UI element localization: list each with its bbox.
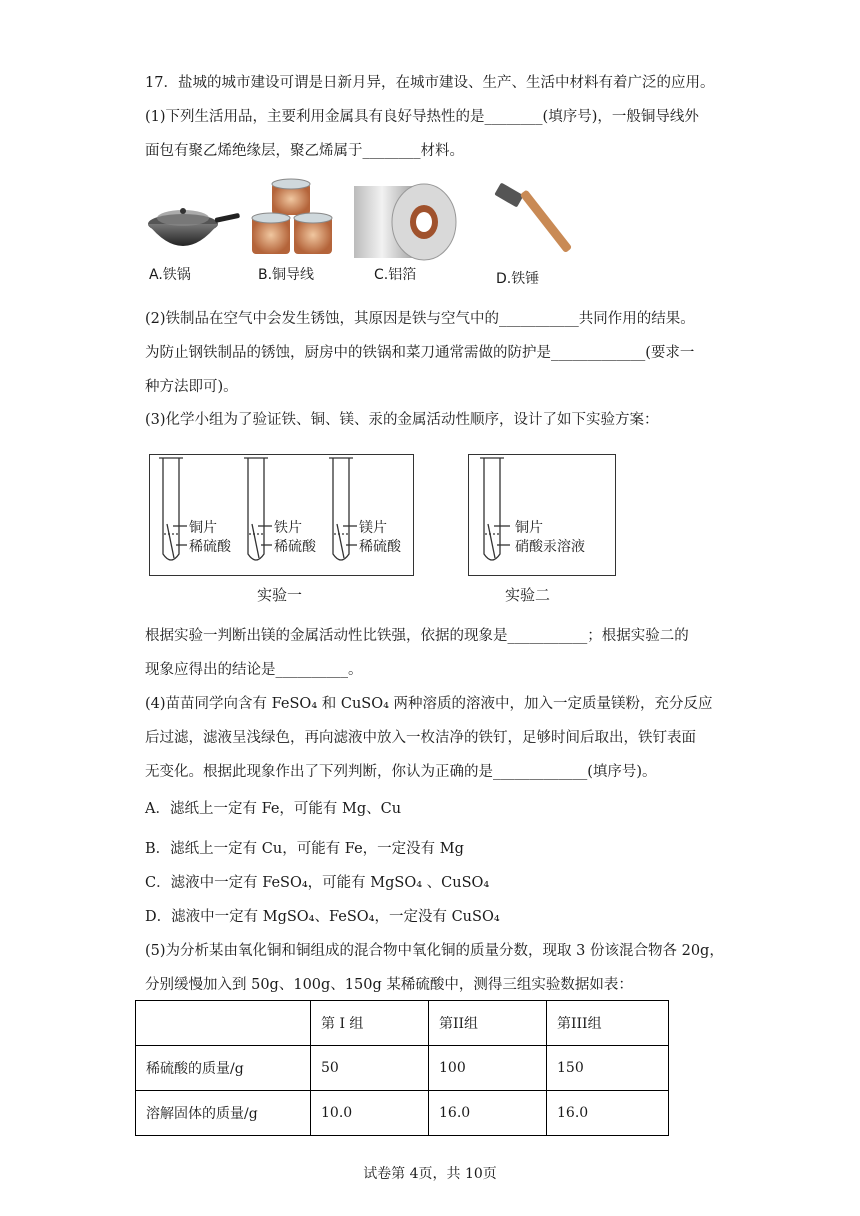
table-cell: 16.0	[547, 1091, 669, 1136]
exp2-caption: 实验二	[505, 586, 551, 604]
table-header-row	[136, 1001, 669, 1046]
exp2-tube-solution: 硝酸汞溶液	[515, 539, 585, 555]
wok-icon	[145, 198, 240, 258]
table-header-cell: 第II组	[429, 1001, 547, 1046]
table-cell: 稀硫酸的质量/g	[136, 1046, 311, 1091]
option-b: B．滤纸上一定有 Cu，可能有 Fe，一定没有 Mg	[145, 841, 464, 857]
option-c: C．滤液中一定有 FeSO₄，可能有 MgSO₄ 、CuSO₄	[145, 875, 490, 891]
table-cell: 50	[311, 1046, 429, 1091]
table-header-cell: 第 I 组	[311, 1001, 429, 1046]
data-table	[135, 1000, 669, 1136]
part2-line2: 为防止钢铁制品的锈蚀，厨房中的铁锅和菜刀通常需做的防护是_____________(要求一	[145, 345, 695, 361]
item-label-b: B.铜导线	[258, 267, 315, 283]
part3-line3: 现象应得出的结论是__________。	[145, 662, 363, 678]
page-footer: 试卷第 4页，共 10页	[363, 1166, 497, 1182]
part4-line3: 无变化。根据此现象作出了下列判断，你认为正确的是_____________(填序号)。	[145, 764, 657, 780]
copper-wire-icon	[250, 178, 335, 260]
part4-line1: (4)苗苗同学向含有 FeSO₄ 和 CuSO₄ 两种溶质的溶液中，加入一定质量镁粉，充分反应	[145, 696, 713, 712]
item-label-d: D.铁锤	[496, 271, 540, 287]
part3-line1: (3)化学小组为了验证铁、铜、镁、汞的金属活动性顺序，设计了如下实验方案：	[145, 412, 659, 428]
table-cell: 150	[547, 1046, 669, 1091]
question-intro: 17．盐城的城市建设可谓是日新月异，在城市建设、生产、生活中材料有着广泛的应用。	[145, 75, 715, 91]
table-row	[136, 1046, 669, 1091]
table-header-cell	[136, 1001, 311, 1046]
part4-line2: 后过滤，滤液呈浅绿色，再向滤液中放入一枚洁净的铁钉，足够时间后取出，铁钉表面	[145, 730, 696, 746]
exp1-tube2-acid: 稀硫酸	[274, 539, 316, 555]
part1-line2: 面包有聚乙烯绝缘层，聚乙烯属于________材料。	[145, 143, 464, 159]
option-a: A．滤纸上一定有 Fe，可能有 Mg、Cu	[145, 801, 402, 817]
experiment-1-tubes	[149, 454, 414, 576]
exp2-tube-metal: 铜片	[515, 520, 543, 536]
table-cell: 溶解固体的质量/g	[136, 1091, 311, 1136]
part2-line1: (2)铁制品在空气中会发生锈蚀，其原因是铁与空气中的___________共同作用的结果。	[145, 311, 695, 327]
option-d: D．滤液中一定有 MgSO₄、FeSO₄，一定没有 CuSO₄	[145, 909, 500, 925]
item-label-a: A.铁锅	[149, 267, 191, 283]
part1-line1: (1)下列生活用品，主要利用金属具有良好导热性的是________(填序号)，一般铜导线外	[145, 109, 699, 125]
aluminum-foil-icon	[352, 176, 458, 268]
exp1-tube1-metal: 铜片	[189, 520, 217, 536]
exp1-caption: 实验一	[257, 586, 303, 604]
table-header-cell: 第III组	[547, 1001, 669, 1046]
part3-line2: 根据实验一判断出镁的金属活动性比铁强，依据的现象是___________；根据实验二的	[145, 628, 689, 644]
exp1-tube3-acid: 稀硫酸	[359, 539, 401, 555]
exp1-tube2-metal: 铁片	[274, 520, 302, 536]
exp1-tube3-metal: 镁片	[359, 520, 387, 536]
part2-line3: 种方法即可)。	[145, 379, 238, 395]
part5-line2: 分别缓慢加入到 50g、100g、150g 某稀硫酸中，测得三组实验数据如表：	[145, 977, 633, 993]
hammer-icon	[490, 182, 575, 262]
experiment-2-tube	[468, 454, 616, 576]
exp1-tube1-acid: 稀硫酸	[189, 539, 231, 555]
part5-line1: (5)为分析某由氧化铜和铜组成的混合物中氧化铜的质量分数，现取 3 份该混合物各 20g，	[145, 943, 724, 959]
table-cell: 100	[429, 1046, 547, 1091]
table-cell: 16.0	[429, 1091, 547, 1136]
item-label-c: C.铝箔	[374, 267, 417, 283]
table-row	[136, 1091, 669, 1136]
table-cell: 10.0	[311, 1091, 429, 1136]
